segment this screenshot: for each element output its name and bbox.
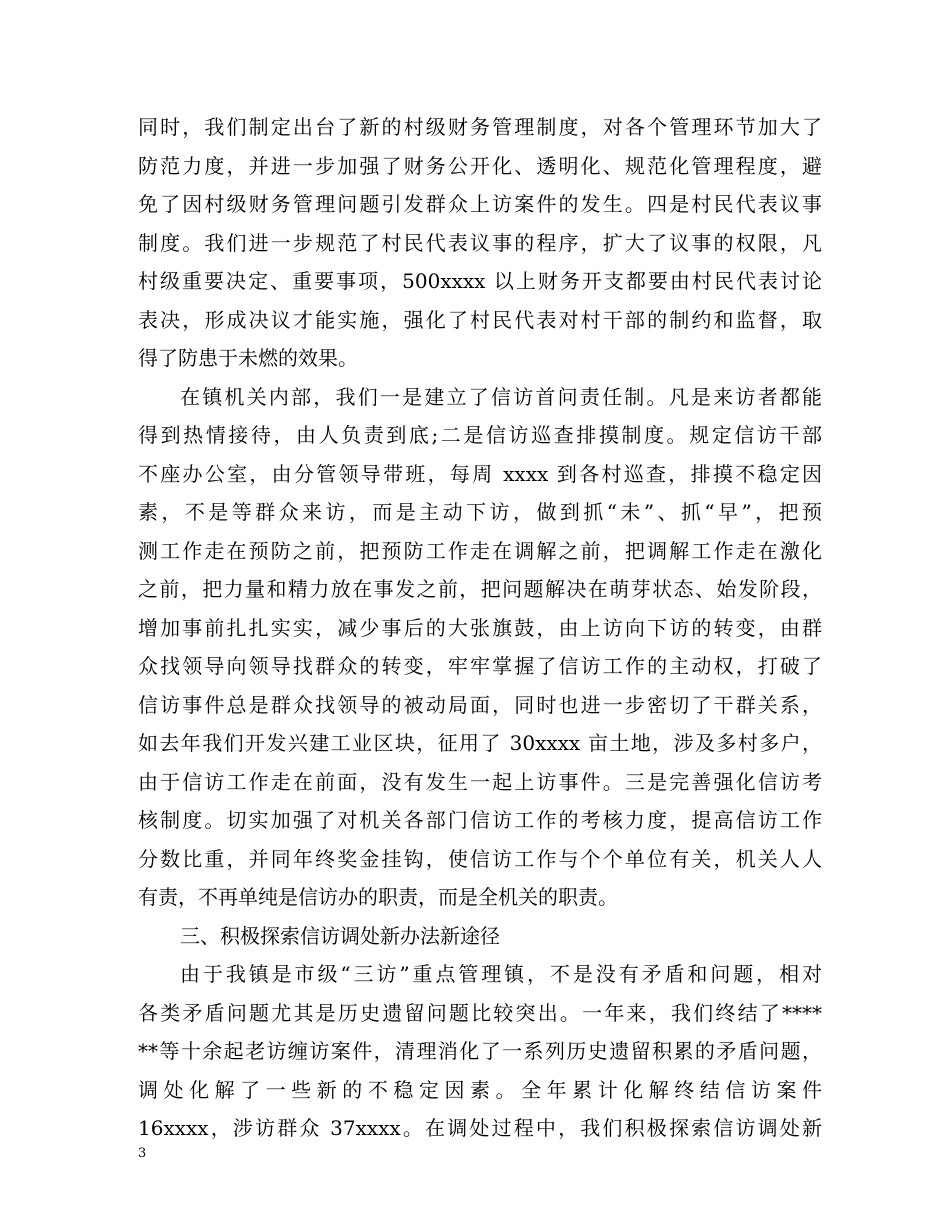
- paragraph-line: 制度。我们进一步规范了村民代表议事的程序，扩大了议事的权限，凡: [138, 230, 822, 255]
- paragraph-line: 由于我镇是市级“三访”重点管理镇，不是没有矛盾和问题，相对: [180, 962, 822, 986]
- paragraph-line: 表决，形成决议才能实施，强化了村民代表对村干部的制约和监督，取: [138, 307, 822, 332]
- paragraph-line: 之前，把力量和精力放在事发之前，把问题解决在萌芽状态、始发阶段，: [138, 577, 822, 601]
- paragraph-line: 16xxxx，涉访群众 37xxxx。在调处过程中，我们积极探索信访调处新: [138, 1116, 822, 1140]
- paragraph-line: 同时，我们制定出台了新的村级财务管理制度，对各个管理环节加大了: [138, 115, 822, 139]
- paragraph-line: 分数比重，并同年终奖金挂钩，使信访工作与个个单位有关，机关人人: [138, 846, 822, 871]
- paragraph-line: 核制度。切实加强了对机关各部门信访工作的考核力度，提高信访工作: [138, 808, 822, 832]
- paragraph-line: 由于信访工作走在前面，没有发生一起上访事件。三是完善强化信访考: [138, 769, 822, 794]
- paragraph-line: **等十余起老访缠访案件，清理消化了一系列历史遗留积累的矛盾问题，: [138, 1039, 822, 1063]
- paragraph-line: 不座办公室，由分管领导带班，每周 xxxx 到各村巡查，排摸不稳定因: [138, 461, 822, 486]
- paragraph-line: 免了因村级财务管理问题引发群众上访案件的发生。四是村民代表议事: [138, 192, 822, 216]
- document-body: [138, 108, 822, 1148]
- paragraph-line: 调处化解了一些新的不稳定因素。全年累计化解终结信访案件: [138, 1077, 822, 1102]
- paragraph-line: 防范力度，并进一步加强了财务公开化、透明化、规范化管理程度，避: [138, 153, 822, 178]
- paragraph-line: 素，不是等群众来访，而是主动下访，做到抓“未”、抓“早”，把预: [138, 500, 822, 524]
- paragraph-line: 村级重要决定、重要事项，500xxxx 以上财务开支都要由村民代表讨论: [138, 269, 822, 293]
- paragraph-line: 信访事件总是群众找领导的被动局面，同时也进一步密切了干群关系，: [138, 692, 822, 717]
- paragraph-line: 得了防患于未燃的效果。: [138, 346, 358, 370]
- section-heading: 三、积极探索信访调处新办法新途径: [180, 923, 500, 948]
- paragraph-line: 众找领导向领导找群众的转变，牢牢掌握了信访工作的主动权，打破了: [138, 654, 822, 678]
- paragraph-line: 在镇机关内部，我们一是建立了信访首问责任制。凡是来访者都能: [180, 384, 822, 409]
- paragraph-line: 得到热情接待，由人负责到底;二是信访巡查排摸制度。规定信访干部: [138, 423, 822, 447]
- paragraph-line: 有责，不再单纯是信访办的职责，而是全机关的职责。: [138, 885, 618, 909]
- paragraph-line: 测工作走在预防之前，把预防工作走在调解之前，把调解工作走在激化: [138, 538, 822, 563]
- paragraph-line: 增加事前扎扎实实，减少事后的大张旗鼓，由上访向下访的转变，由群: [138, 615, 822, 640]
- page-number: 3: [138, 1146, 147, 1161]
- paragraph-line: 如去年我们开发兴建工业区块，征用了 30xxxx 亩土地，涉及多村多户，: [138, 731, 822, 755]
- paragraph-line: 各类矛盾问题尤其是历史遗留问题比较突出。一年来，我们终结了****: [138, 1000, 822, 1025]
